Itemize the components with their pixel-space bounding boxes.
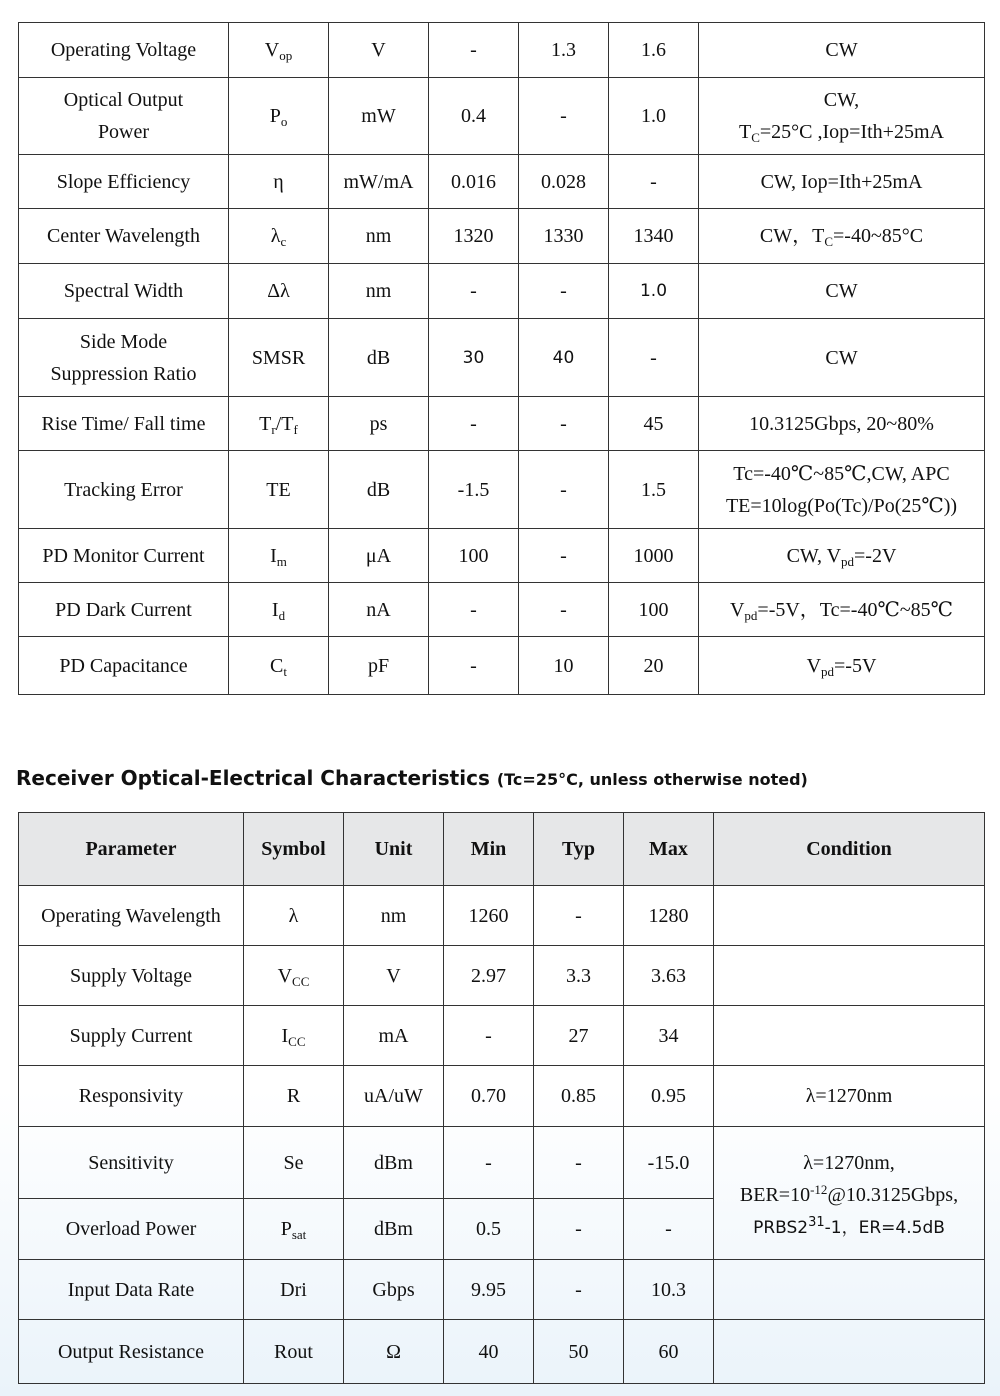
symbol-cell: η — [229, 155, 329, 209]
condition-cell: $V_{pd}=-5V$ — [699, 637, 985, 695]
parameter-cell: Output Resistance — [19, 1320, 244, 1384]
max-cell: 100 — [609, 583, 699, 637]
table-row — [19, 451, 985, 529]
symbol-cell: $P_o$ — [229, 78, 329, 155]
table-row — [19, 209, 985, 264]
max-cell: 20 — [609, 637, 699, 695]
unit-cell: V — [329, 23, 429, 78]
symbol-cell: Δλ — [229, 264, 329, 319]
unit-cell: uA/uW — [344, 1066, 444, 1127]
unit-cell: dBm — [344, 1199, 444, 1260]
parameter-cell: Supply Voltage — [19, 946, 244, 1006]
symbol-cell: TE — [229, 451, 329, 529]
parameter-cell: Rise Time/ Fall time — [19, 397, 229, 451]
unit-cell: mW/mA — [329, 155, 429, 209]
min-cell: 0.5 — [444, 1199, 534, 1260]
unit-cell: mW — [329, 78, 429, 155]
max-cell: 1.0 — [609, 78, 699, 155]
symbol-cell: $I_d$ — [229, 583, 329, 637]
table-row — [19, 1260, 985, 1320]
max-cell: 1000 — [609, 529, 699, 583]
max-cell: 0.95 — [624, 1066, 714, 1127]
condition-cell: CW — [699, 264, 985, 319]
symbol-cell: $\lambda_c$ — [229, 209, 329, 264]
parameter-cell: Center Wavelength — [19, 209, 229, 264]
parameter-cell: PD Capacitance — [19, 637, 229, 695]
unit-cell: V — [344, 946, 444, 1006]
typ-cell: 50 — [534, 1320, 624, 1384]
condition-cell: Tc=-40℃~85℃,CW, APC TE=10log(Po(Tc)/Po(25℃)) — [699, 451, 985, 529]
typ-cell: - — [534, 1260, 624, 1320]
unit-cell: nm — [329, 209, 429, 264]
typ-cell: - — [519, 264, 609, 319]
max-cell: -15.0 — [624, 1127, 714, 1199]
parameter-cell: Supply Current — [19, 1006, 244, 1066]
unit-cell: nm — [329, 264, 429, 319]
typ-cell: - — [519, 451, 609, 529]
parameter-cell: Spectral Width — [19, 264, 229, 319]
min-cell: 1320 — [429, 209, 519, 264]
unit-cell: dBm — [344, 1127, 444, 1199]
max-cell: - — [609, 155, 699, 209]
max-cell: - — [624, 1199, 714, 1260]
typ-cell: - — [534, 1127, 624, 1199]
table-row — [19, 1127, 985, 1199]
max-cell: - — [609, 319, 699, 397]
min-cell: 2.97 — [444, 946, 534, 1006]
condition-cell: CW, Iop=Ith+25mA — [699, 155, 985, 209]
table-row — [19, 1006, 985, 1066]
symbol-cell: $V_{op}$ — [229, 23, 329, 78]
symbol-cell: λ — [244, 886, 344, 946]
min-cell: 100 — [429, 529, 519, 583]
typ-cell: 1.3 — [519, 23, 609, 78]
typ-cell: 10 — [519, 637, 609, 695]
typ-cell: - — [519, 397, 609, 451]
symbol-cell: SMSR — [229, 319, 329, 397]
unit-cell: mA — [344, 1006, 444, 1066]
min-cell: 1260 — [444, 886, 534, 946]
section-title: Receiver Optical-Electrical Characteristics — [16, 766, 490, 790]
symbol-cell: $P_{sat}$ — [244, 1199, 344, 1260]
unit-cell: ps — [329, 397, 429, 451]
symbol-cell: $C_t$ — [229, 637, 329, 695]
condition-cell: CW — [699, 23, 985, 78]
column-header-symbol: Symbol — [244, 813, 344, 886]
condition-cell: CW, $T_C=25^\circ C$ ,Iop=Ith+25mA — [699, 78, 985, 155]
typ-cell: - — [534, 1199, 624, 1260]
table-row — [19, 397, 985, 451]
table-row — [19, 637, 985, 695]
receiver-characteristics-table — [18, 812, 985, 1384]
typ-cell: 1330 — [519, 209, 609, 264]
unit-cell: Gbps — [344, 1260, 444, 1320]
min-cell: 0.016 — [429, 155, 519, 209]
typ-cell: 40 — [519, 319, 609, 397]
symbol-cell: $V_{CC}$ — [244, 946, 344, 1006]
table-row — [19, 78, 985, 155]
symbol-cell: Se — [244, 1127, 344, 1199]
receiver-section-heading — [16, 766, 808, 790]
condition-cell — [714, 1006, 985, 1066]
column-header-max: Max — [624, 813, 714, 886]
symbol-cell: $T_r/T_f$ — [229, 397, 329, 451]
symbol-cell: $I_{CC}$ — [244, 1006, 344, 1066]
unit-cell: Ω — [344, 1320, 444, 1384]
transmitter-characteristics-table — [18, 22, 985, 695]
table-row — [19, 886, 985, 946]
symbol-cell: $I_m$ — [229, 529, 329, 583]
parameter-cell: PD Monitor Current — [19, 529, 229, 583]
unit-cell: μA — [329, 529, 429, 583]
min-cell: - — [429, 397, 519, 451]
min-cell: 30 — [429, 319, 519, 397]
symbol-cell: Rout — [244, 1320, 344, 1384]
parameter-cell: Side Mode Suppression Ratio — [19, 319, 229, 397]
typ-cell: - — [519, 78, 609, 155]
condition-cell: CW, $V_{pd}=-2V$ — [699, 529, 985, 583]
max-cell: 10.3 — [624, 1260, 714, 1320]
parameter-cell: Sensitivity — [19, 1127, 244, 1199]
table-row — [19, 264, 985, 319]
symbol-cell: Dri — [244, 1260, 344, 1320]
min-cell: 40 — [444, 1320, 534, 1384]
table-row — [19, 583, 985, 637]
max-cell: 3.63 — [624, 946, 714, 1006]
typ-cell: 3.3 — [534, 946, 624, 1006]
max-cell: 1.5 — [609, 451, 699, 529]
unit-cell: nm — [344, 886, 444, 946]
min-cell: - — [429, 23, 519, 78]
table-row — [19, 1320, 985, 1384]
typ-cell: 27 — [534, 1006, 624, 1066]
min-cell: 0.70 — [444, 1066, 534, 1127]
min-cell: - — [429, 264, 519, 319]
column-header-condition: Condition — [714, 813, 985, 886]
table-row — [19, 23, 985, 78]
min-cell: 9.95 — [444, 1260, 534, 1320]
parameter-cell: Operating Wavelength — [19, 886, 244, 946]
unit-cell: nA — [329, 583, 429, 637]
unit-cell: dB — [329, 319, 429, 397]
table-row — [19, 319, 985, 397]
max-cell: 45 — [609, 397, 699, 451]
condition-cell: 10.3125Gbps, 20~80% — [699, 397, 985, 451]
parameter-cell: Optical Output Power — [19, 78, 229, 155]
parameter-cell: Operating Voltage — [19, 23, 229, 78]
condition-cell: $V_{pd}=-5V$，Tc=-40℃~85℃ — [699, 583, 985, 637]
parameter-cell: Overload Power — [19, 1199, 244, 1260]
typ-cell: 0.85 — [534, 1066, 624, 1127]
column-header-min: Min — [444, 813, 534, 886]
table-row — [19, 155, 985, 209]
min-cell: - — [429, 583, 519, 637]
table-row — [19, 946, 985, 1006]
shared-condition-cell: λ=1270nm, $BER=10^{-12}@10.3125Gbps$, $PRBS2^{31}-1$，ER=4.5dB — [714, 1127, 985, 1260]
parameter-cell: Slope Efficiency — [19, 155, 229, 209]
condition-cell — [714, 946, 985, 1006]
min-cell: - — [429, 637, 519, 695]
typ-cell: - — [519, 529, 609, 583]
symbol-cell: R — [244, 1066, 344, 1127]
condition-cell — [714, 1260, 985, 1320]
max-cell: 1340 — [609, 209, 699, 264]
unit-cell: dB — [329, 451, 429, 529]
section-note: (Tc=25°C, unless otherwise noted) — [496, 770, 808, 789]
min-cell: -1.5 — [429, 451, 519, 529]
parameter-cell: Tracking Error — [19, 451, 229, 529]
column-header-typ: Typ — [534, 813, 624, 886]
condition-cell — [714, 886, 985, 946]
min-cell: 0.4 — [429, 78, 519, 155]
condition-cell — [714, 1320, 985, 1384]
min-cell: - — [444, 1006, 534, 1066]
unit-cell: pF — [329, 637, 429, 695]
table-row — [19, 529, 985, 583]
typ-cell: - — [534, 886, 624, 946]
column-header-parameter: Parameter — [19, 813, 244, 886]
min-cell: - — [444, 1127, 534, 1199]
condition-cell: CW，$T_C=-40\sim 85^\circ C$ — [699, 209, 985, 264]
typ-cell: 0.028 — [519, 155, 609, 209]
parameter-cell: PD Dark Current — [19, 583, 229, 637]
typ-cell: - — [519, 583, 609, 637]
condition-cell: λ=1270nm — [714, 1066, 985, 1127]
max-cell: 60 — [624, 1320, 714, 1384]
max-cell: 1.0 — [609, 264, 699, 319]
parameter-cell: Input Data Rate — [19, 1260, 244, 1320]
parameter-cell: Responsivity — [19, 1066, 244, 1127]
max-cell: 1.6 — [609, 23, 699, 78]
condition-cell: CW — [699, 319, 985, 397]
max-cell: 34 — [624, 1006, 714, 1066]
max-cell: 1280 — [624, 886, 714, 946]
table-row — [19, 1066, 985, 1127]
column-header-unit: Unit — [344, 813, 444, 886]
table-header-row — [19, 813, 985, 886]
